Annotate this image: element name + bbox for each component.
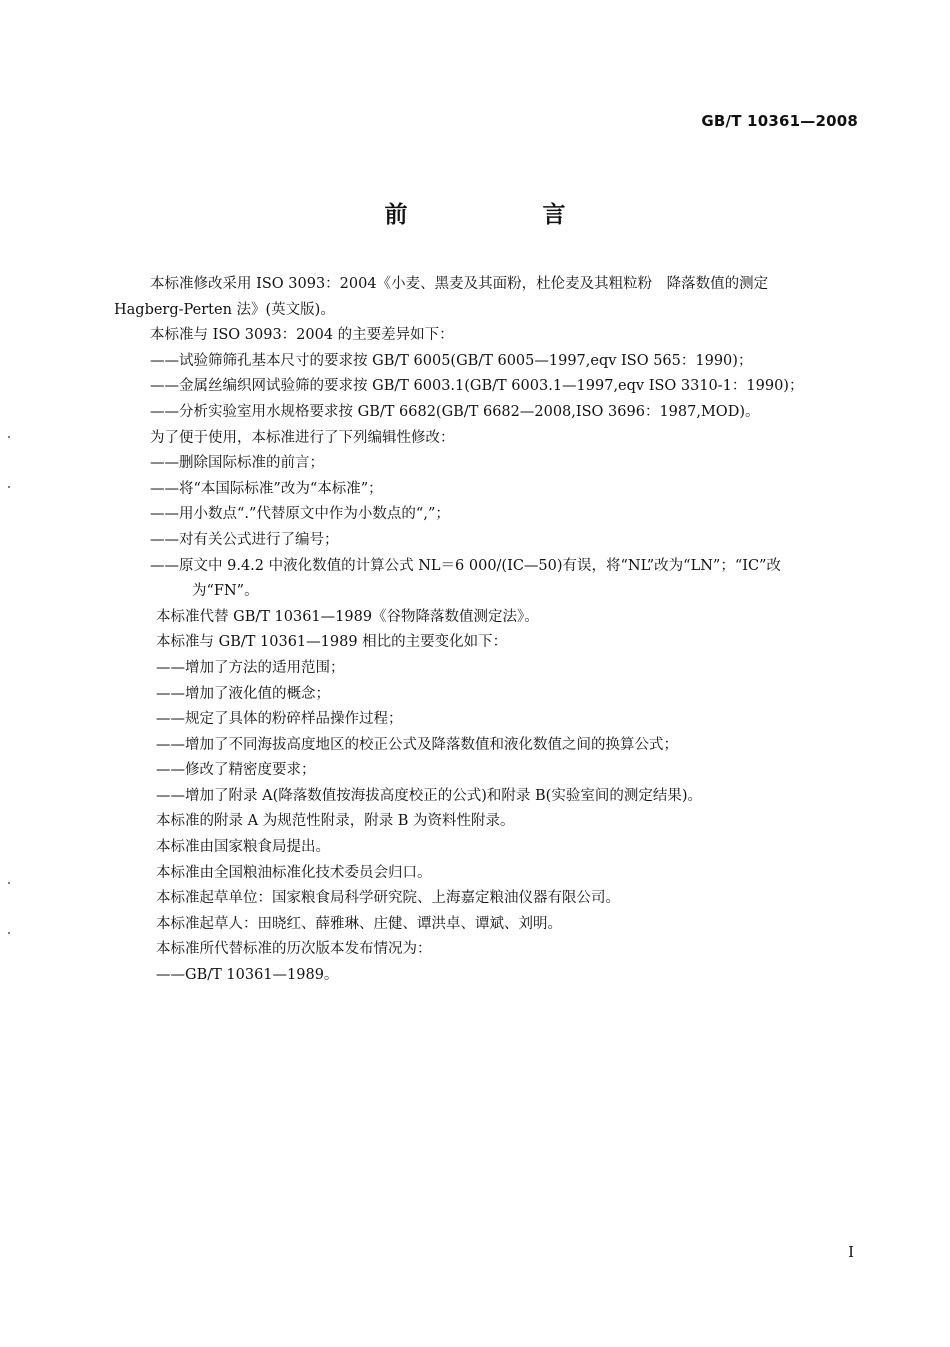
paragraph: 本标准修改采用 ISO 3093：2004《小麦、黑麦及其面粉，杜伦麦及其粗粒粉 降落数值的测定 [150, 276, 769, 292]
scan-speck [8, 486, 10, 488]
list-item: ——GB/T 10361—1989。 [156, 967, 339, 984]
list-item: ——增加了不同海拔高度地区的校正公式及降落数值和液化数值之间的换算公式； [156, 736, 678, 753]
scan-speck [8, 932, 10, 934]
list-item-continuation: 为“FN”。 [192, 583, 259, 600]
paragraph: 本标准代替 GB/T 10361—1989《谷物降落数值测定法》。 [156, 608, 539, 625]
list-item: ——增加了方法的适用范围； [156, 659, 345, 676]
paragraph: 为了便于使用，本标准进行了下列编辑性修改： [150, 429, 455, 446]
list-item: ——规定了具体的粉碎样品操作过程； [156, 711, 403, 728]
paragraph: 本标准所代替标准的历次版本发布情况为： [156, 941, 432, 958]
standard-code: GB/T 10361—2008 [701, 112, 858, 130]
list-item: ——用小数点“.”代替原文中作为小数点的“,”； [150, 506, 450, 523]
paragraph: 本标准由国家粮食局提出。 [156, 839, 330, 856]
paragraph: 本标准起草单位：国家粮食局科学研究院、上海嘉定粮油仪器有限公司。 [156, 890, 620, 907]
list-item: ——增加了液化值的概念； [156, 685, 330, 702]
list-item: ——将“本国际标准”改为“本标准”； [150, 480, 383, 497]
list-item: ——增加了附录 A(降落数值按海拔高度校正的公式)和附录 B(实验室间的测定结果)。 [156, 787, 702, 804]
paragraph-continuation: Hagberg-Perten 法》(英文版)。 [114, 301, 335, 318]
list-item: ——修改了精密度要求； [156, 762, 316, 779]
list-item: ——对有关公式进行了编号； [150, 531, 339, 548]
paragraph: 本标准与 ISO 3093：2004 的主要差异如下： [150, 327, 454, 344]
list-item: ——金属丝编织网试验筛的要求按 GB/T 6003.1(GB/T 6003.1—1997,eqv ISO 3310-1：1990)； [150, 378, 804, 395]
page-title: 前 言 [384, 202, 622, 228]
paragraph: 本标准与 GB/T 10361—1989 相比的主要变化如下： [156, 634, 508, 651]
list-item: ——试验筛筛孔基本尺寸的要求按 GB/T 6005(GB/T 6005—1997,eqv ISO 565：1990)； [150, 352, 753, 369]
paragraph: 本标准由全国粮油标准化技术委员会归口。 [156, 864, 432, 881]
foreword-body [114, 272, 862, 989]
paragraph: 本标准的附录 A 为规范性附录，附录 B 为资料性附录。 [156, 813, 515, 830]
scan-speck [8, 436, 10, 438]
page-number: I [848, 1243, 854, 1261]
list-item: ——原文中 9.4.2 中液化数值的计算公式 NL＝6 000/(IC—50)有误，将“NL”改为“LN”；“IC”改 [150, 557, 781, 574]
list-item: ——分析实验室用水规格要求按 GB/T 6682(GB/T 6682—2008,ISO 3696：1987,MOD)。 [150, 403, 760, 420]
list-item: ——删除国际标准的前言； [150, 455, 324, 472]
scan-speck [8, 882, 10, 884]
paragraph: 本标准起草人：田晓红、薛雅琳、庄健、谭洪卓、谭斌、刘明。 [156, 915, 562, 932]
